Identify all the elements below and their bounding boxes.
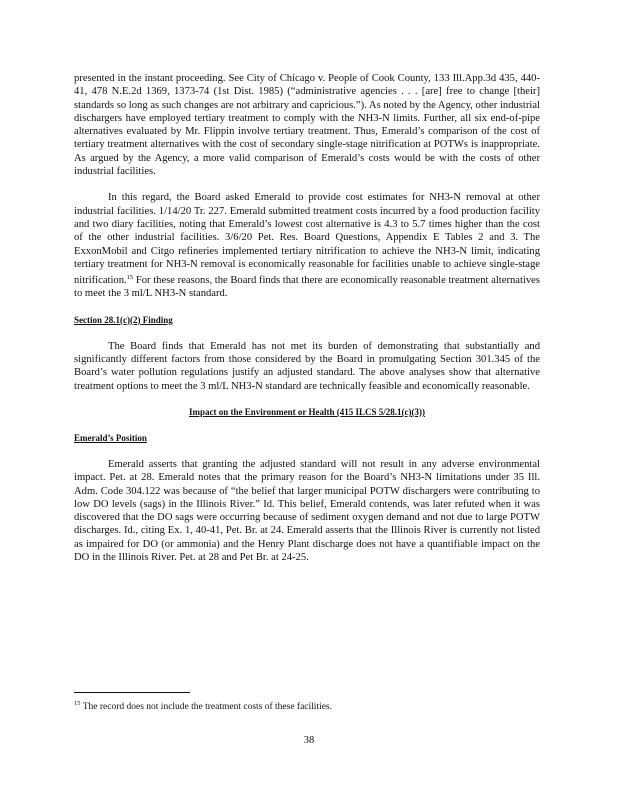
heading-section-finding: Section 28.1(c)(2) Finding xyxy=(74,314,173,325)
paragraph-industrial-costs-text: In this regard, the Board asked Emerald to provide cost estimates for NH3-N removal at other industrial facilities. 1/14/20 Tr. 227. Emerald submitted treatment costs incurred by a food production facility and two diary facilities, noting that Emerald’s lowest cost alternative is 4.3 to 5.7 times higher than the cost of the other industrial facilities. 3/6/20 Pet. Res. Board Questions, Appendix E Tables 2 and 3. The ExxonMobil and Citgo refineries implemented tertiary nitrification to achieve the NH3-N limit, indicating tertiary treatment for NH3-N removal is economically reasonable for facilities unable to achieve single-stage nitrification. xyxy=(74,192,540,287)
footnote-number: 15 xyxy=(74,700,81,707)
heading-emerald-position: Emerald’s Position xyxy=(74,432,147,443)
paragraph-cost-comparison: presented in the instant proceeding. See City of Chicago v. People of Cook County, 133 Ill.App.3d 435, 440-41, 478 N.E.2d 1369, 1373-74 (1st Dist. 1985) (“administrative agencies . . . [are] free to change [their] standards so long as such changes are not arbitrary and capricious.”). As noted by the Agency, other industrial dischargers have employed tertiary treatment to comply with the NH3-N limits. Further, all six end-of-pipe alternatives evaluated by Mr. Flippin involve tertiary treatment. Thus, Emerald’s comparison of the cost of tertiary treatment alternatives with the cost of secondary single-stage nitrification at POTWs is inappropriate. As argued by the Agency, a more valid comparison of Emerald’s costs would be with the costs of other industrial facilities. xyxy=(74,73,540,178)
footnote-divider xyxy=(74,692,190,693)
paragraph-emerald-assertion: Emerald asserts that granting the adjusted standard will not result in any adverse environmental impact. Pet. at 28. Emerald notes that the primary reason for the Board’s NH3-N limitations under 35 Ill. Adm. Code 304.122 was because of “the belief that larger municipal POTW dischargers were contributing to low DO levels (sags) in the Illinois River.” Id. This belief, Emerald contends, was later refuted when it was discovered that the DO sags were occurring because of sediment oxygen demand and not due to large POTW discharges. Id., citing Ex. 1, 40-41, Pet. Br. at 24. Emerald asserts that the Illinois River is currently not listed as impaired for DO (or ammonia) and the Henry Plant discharge does not have a quantifiable impact on the DO in the Illinois River. Pet. at 28 and Pet Br. at 24-25. xyxy=(74,458,540,564)
page-number: 38 xyxy=(303,735,315,746)
footnote-text: The record does not include the treatment costs of these facilities. xyxy=(82,702,333,712)
paragraph-board-finding: The Board finds that Emerald has not met its burden of demonstrating that substantially and significantly different factors from those considered by the Board in promulgating Section 301.345 of the Board’s water pollution regulations justify an adjusted standard. The above analyses show that alternative treatment options to meet the 3 ml/L NH3-N standard are technically feasible and economically reasonable. xyxy=(74,340,540,392)
document-body xyxy=(74,72,540,564)
footnote xyxy=(74,698,540,713)
paragraph-industrial-costs-tail: For these reasons, the Board finds that there are economically reasonable treatment alternatives to meet the 3 ml/L NH3-N standard. xyxy=(74,275,540,300)
footnote-reference[interactable]: 15 xyxy=(126,274,134,282)
heading-impact-environment: Impact on the Environment or Health (415 ILCS 5/28.1(c)(3)) xyxy=(189,406,425,417)
paragraph-industrial-costs xyxy=(74,191,540,300)
